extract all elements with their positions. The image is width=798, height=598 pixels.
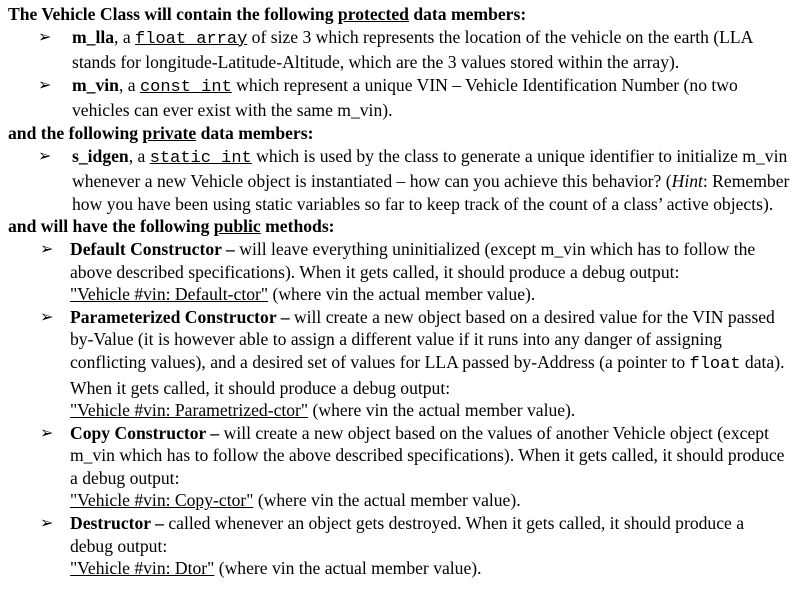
arrow-bullet-icon: ➢ [38,74,52,94]
private-keyword: private [142,122,197,143]
public-methods-list [8,238,790,580]
code-const-int: const int [139,77,232,97]
code-float: float [689,354,741,374]
arrow-bullet-icon: ➢ [38,145,52,165]
list-item-m-vin: ➢ m_vin, a const int which represent a unique VIN – Vehicle Identification Number (no two vehicles can ever exist with the same m_vin). [38,74,738,121]
private-members-list [8,145,790,216]
list-item-m-lla: ➢ m_lla, a float array of size 3 which represents the location of the vehicle on the earth (LLA stands for longitude-Latitude-Altitude, which are the 3 values stored within the array). [38,26,753,73]
debug-output-copy-ctor: "Vehicle #vin: Copy-ctor" [70,490,254,511]
list-item-s-idgen: ➢ s_idgen, a static int which is used by the class to generate a unique identifier to initialize m_vin whenever a new Vehicle object is instantiated – how can you achieve this behavior? (Hint: Remember how you have been using static variables so far to keep track of the count of a class’ active objects). [38,145,790,214]
arrow-bullet-icon: ➢ [38,26,52,46]
code-float-array: float array [135,29,248,49]
arrow-bullet-icon: ➢ [40,513,54,533]
list-item-copy-ctor: ➢ Copy Constructor – will create a new object based on the values of another Vehicle object (except m_vin which has to follow the above described specifications). When it gets called, it should produce a debug output: "Vehicle #vin: Copy-ctor" (where vin the actual member value). [40,422,785,511]
arrow-bullet-icon: ➢ [40,238,54,258]
list-item-param-ctor: ➢ Parameterized Constructor – will create a new object based on a desired value for the VIN passed by-Value (it is however able to assign a different value if it runs into any danger of assigning conflicting values), and a desired set of values for LLA passed by-Address (a pointer to float data). When it gets called, it should produce a debug output: "Vehicle #vin: Parametrized-ctor" (where vin the actual member value). [40,306,785,421]
debug-output-destructor: "Vehicle #vin: Dtor" [70,558,215,579]
public-heading: and will have the following public methods: [8,216,335,237]
code-static-int: static int [149,148,252,168]
arrow-bullet-icon: ➢ [40,306,54,326]
protected-keyword: protected [337,4,409,24]
list-item-destructor: ➢ Destructor – called whenever an object gets destroyed. When it gets called, it should produce a debug output: "Vehicle #vin: Dtor" (where vin the actual member value). [40,513,745,579]
debug-output-param-ctor: "Vehicle #vin: Parametrized-ctor" [70,400,309,421]
list-item-default-ctor: ➢ Default Constructor – will leave everything uninitialized (except m_vin which has to follow the above described specifications). When it gets called, it should produce a debug output: "Vehicle #vin: Default-ctor" (where vin the actual member value). [40,238,756,305]
arrow-bullet-icon: ➢ [40,422,54,442]
protected-members-list [8,26,790,122]
public-keyword: public [213,216,261,237]
private-heading: and the following private data members: [8,122,314,143]
protected-heading: The Vehicle Class will contain the following protected data members: [8,4,527,24]
debug-output-default-ctor: "Vehicle #vin: Default-ctor" [70,284,269,305]
